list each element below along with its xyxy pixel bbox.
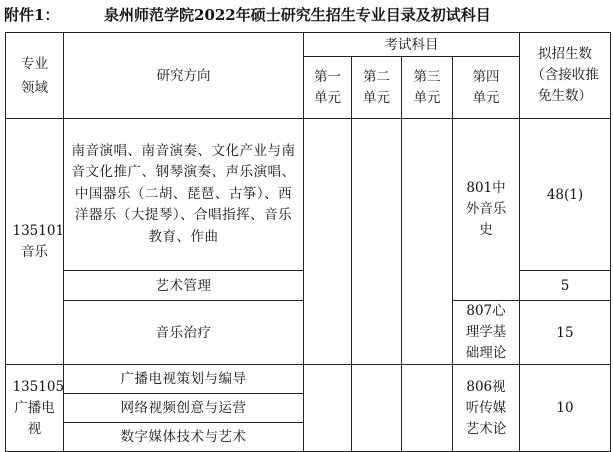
unit1-cell (304, 119, 352, 365)
table-row (6, 119, 611, 271)
unit3-cell (402, 365, 453, 452)
quota-cell: 5 (520, 271, 611, 301)
header-quota: 拟招生数（含接收推免生数） (520, 33, 611, 119)
program-table (5, 32, 611, 452)
quota-cell: 48(1) (520, 119, 611, 271)
unit4-cell: 807心理学基础理论 (453, 301, 520, 365)
table-row (6, 365, 611, 394)
header-unit-3: 第三单元 (402, 57, 453, 119)
unit3-cell (402, 119, 453, 365)
unit2-cell (352, 119, 402, 365)
header-field: 专业领域 (6, 33, 64, 119)
title-text: 泉州师范学院2022年硕士研究生招生专业目录及初试科目 (104, 6, 491, 24)
quota-cell: 15 (520, 301, 611, 365)
field-broadcast-tv: 135105广播电视 (6, 365, 64, 452)
header-unit-2: 第二单元 (352, 57, 402, 119)
unit4-cell: 806视听传媒艺术论 (453, 365, 520, 452)
direction-cell: 数字媒体技术与艺术 (64, 423, 304, 452)
header-direction: 研究方向 (64, 33, 304, 119)
unit4-cell: 801中外音乐史 (453, 119, 520, 301)
direction-cell: 南音演唱、南音演奏、文化产业与南音文化推广、钢琴演奏、声乐演唱、中国器乐（二胡、琵琶、古筝）、西洋器乐（大提琴）、合唱指挥、音乐教育、作曲 (64, 119, 304, 271)
header-exam-subjects: 考试科目 (304, 33, 520, 57)
document-title (0, 2, 613, 28)
unit1-cell (304, 365, 352, 452)
header-unit-4: 第四单元 (453, 57, 520, 119)
header-row-1 (6, 33, 611, 57)
direction-cell: 音乐治疗 (64, 301, 304, 365)
direction-cell: 网络视频创意与运营 (64, 394, 304, 423)
header-unit-1: 第一单元 (304, 57, 352, 119)
attachment-label: 附件1： (4, 6, 60, 24)
direction-cell: 艺术管理 (64, 271, 304, 301)
quota-cell: 10 (520, 365, 611, 452)
unit2-cell (352, 365, 402, 452)
field-music: 135101音乐 (6, 119, 64, 365)
direction-cell: 广播电视策划与编导 (64, 365, 304, 394)
